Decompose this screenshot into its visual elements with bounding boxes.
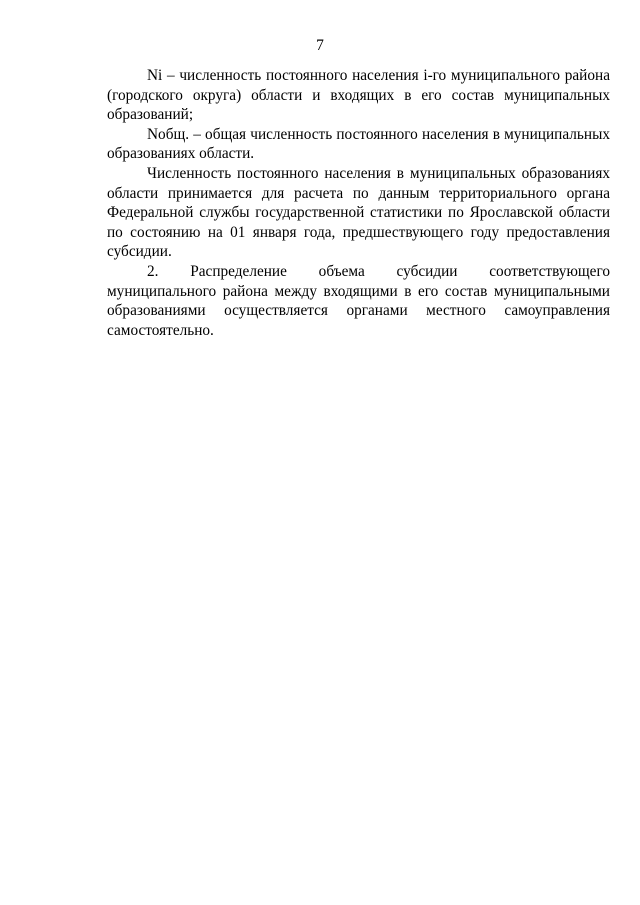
paragraph-population-source: Численность постоянного населения в муниципальных образованиях области принимается для расчета по данным территориального органа Федеральной службы государственной статистики по Ярославской области по состоянию на 01 января года, предшествующего году предоставления субсидии. — [107, 164, 610, 261]
document-body — [107, 66, 610, 340]
paragraph-ni-definition: Ni – численность постоянного населения i-го муниципального района (городского округа) области и входящих в его состав муниципальных образований; — [107, 67, 610, 124]
paragraph-ntotal-definition: Nобщ. – общая численность постоянного населения в муниципальных образованиях области. — [107, 125, 610, 163]
page-number: 7 — [316, 37, 324, 54]
paragraph-distribution-clause: 2. Распределение объема субсидии соответствующего муниципального района между входящими в его состав муниципальными образованиями осуществляется органами местного самоуправления самостоятельно. — [107, 262, 610, 339]
